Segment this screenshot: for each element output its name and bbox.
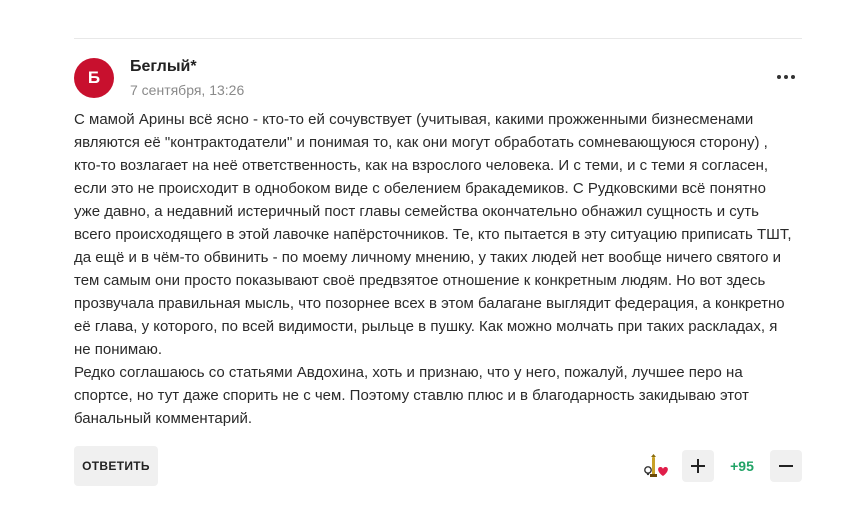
upvote-button[interactable] — [682, 450, 714, 482]
comment-text — [74, 108, 796, 430]
more-options-icon[interactable] — [775, 66, 797, 88]
minus-icon — [779, 459, 793, 473]
top-divider — [74, 38, 802, 39]
comment-paragraph: С мамой Арины всё ясно - кто-то ей сочувствует (учитывая, какими прожженными бизнесменами являются её "контрактодатели" и понимая то, как они могут обработать сомневающуюся сторону) , кто-то возлагает на неё ответственность, как на взрослого человека. И с теми, и с теми я согласен, если это не происходит в однобоком виде с обелением бракадемиков. С Рудковскими всё понятно уже давно, а недавний истеричный пост главы семейства окончательно обнажил сущность и суть всего происходящего в этой лавочке напёрсточников. Те, кто пытается в эту ситуацию приписать ТШТ, да ещё и в чём-то обвинить - по моему личному мнению, у таких людей нет вообще ничего святого и тем самым они просто показывают своё предвзятое отношение к конкретным людям. Но вот здесь прозвучала правильная мысль, что позорнее всех в этом балагане выглядит федерация, а конкретно её глава, у которого, по всей видимости, рыльце в пушку. Как можно молчать при таких раскладах, я не понимаю. — [74, 111, 792, 358]
comment-paragraph: Редко соглашаюсь со статьями Авдохина, хоть и признаю, что у него, пожалуй, лучшее перо на спортсе, но тут даже спорить не с чем. Поэтому ставлю плюс и в благодарность закидываю этот банальный комментарий. — [74, 364, 749, 427]
downvote-button[interactable] — [770, 450, 802, 482]
dot — [777, 75, 781, 79]
comment-date: 7 сентября, 13:26 — [130, 82, 245, 98]
author-name[interactable]: Беглый* — [130, 58, 197, 75]
award-heart-icon[interactable] — [641, 453, 671, 479]
plus-icon — [691, 459, 705, 473]
reply-button[interactable]: ОТВЕТИТЬ — [74, 446, 158, 486]
vote-score: +95 — [730, 458, 754, 474]
avatar[interactable]: Б — [74, 58, 114, 98]
dot — [784, 75, 788, 79]
award-heart-svg — [641, 453, 671, 479]
dot — [791, 75, 795, 79]
